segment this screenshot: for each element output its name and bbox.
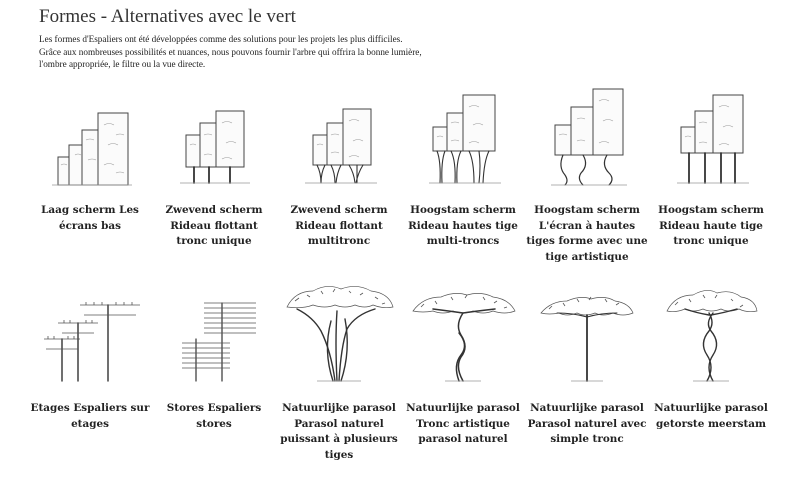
page-title: Formes - Alternatives avec le vert <box>39 6 296 27</box>
natural-parasol-single-trunk-icon <box>525 283 649 393</box>
form-card-high-stem-single[interactable] <box>649 85 773 255</box>
form-card-parasol-artistic[interactable] <box>401 283 525 443</box>
high-stem-screen-single-trunk-icon <box>649 85 773 195</box>
card-caption-line: tronc unique <box>673 235 749 247</box>
espalier-stores-icon <box>152 283 276 393</box>
card-caption-line: écrans bas <box>58 219 121 232</box>
card-caption-line: tige artistique <box>545 250 629 263</box>
card-caption-line: stores <box>196 417 232 430</box>
card-caption-line: tronc unique <box>176 235 252 247</box>
card-caption-line: parasol naturel <box>418 433 508 445</box>
intro-line: Grâce aux nombreuses possibilités et nuances, nous pouvons fournir l'arbre qui offrira la bonne lumière, <box>39 46 422 57</box>
card-caption-line: Natuurlijke parasol <box>406 402 520 414</box>
espalier-tiers-icon <box>28 283 152 393</box>
card-caption-line: Tronc artistique <box>416 417 510 430</box>
form-card-espalier-tiers[interactable] <box>28 283 152 443</box>
card-caption-line: Natuurlijke parasol <box>654 402 768 414</box>
form-card-floating-multi[interactable] <box>277 95 401 245</box>
form-card-parasol-multi-stem[interactable] <box>277 283 401 463</box>
card-caption-line: simple tronc <box>550 433 624 445</box>
card-caption-line: Rideau flottant <box>170 219 258 232</box>
card-caption-line: tiges <box>324 448 354 461</box>
card-caption-line: etages <box>71 417 109 430</box>
form-card-low-screen[interactable] <box>28 95 152 245</box>
card-caption-line: Natuurlijke parasol <box>530 402 644 414</box>
card-caption-line: multi-troncs <box>426 235 500 247</box>
card-caption-line: Stores Espaliers <box>166 402 262 414</box>
card-caption-line: Zwevend scherm <box>290 204 388 216</box>
card-caption-line: Rideau haute tige <box>659 219 763 232</box>
high-stem-screen-multi-trunk-icon <box>401 85 525 195</box>
low-screen-hedge-icon <box>28 95 152 195</box>
card-caption-line: Natuurlijke parasol <box>282 402 396 414</box>
card-caption-line: Parasol naturel <box>294 417 384 430</box>
form-card-parasol-single[interactable] <box>525 283 649 443</box>
form-card-high-stem-multi[interactable] <box>401 85 525 255</box>
card-caption-line: Hoogstam scherm <box>410 204 516 216</box>
natural-parasol-multi-stem-icon <box>277 283 401 393</box>
card-caption-line: tiges forme avec une <box>526 235 648 247</box>
floating-screen-multi-trunk-icon <box>277 95 401 195</box>
card-caption-line: Etages Espaliers sur <box>30 402 150 414</box>
natural-parasol-artistic-icon <box>401 283 525 393</box>
form-card-high-stem-artistic[interactable] <box>525 85 649 265</box>
card-caption-line: Laag scherm Les <box>41 204 139 216</box>
card-caption-line: Rideau hautes tige <box>408 219 518 232</box>
card-caption-line: Parasol naturel avec <box>527 417 647 430</box>
twisted-parasol-icon <box>649 283 773 393</box>
card-caption-line: L'écran à hautes <box>538 219 636 232</box>
intro-line: Les formes d'Espaliers ont été développées comme des solutions pour les projets les plus difficiles. <box>39 34 403 44</box>
card-caption-line: getorste meerstam <box>655 417 767 430</box>
card-caption-line: puissant à plusieurs <box>280 433 398 445</box>
card-caption-line: Hoogstam scherm <box>534 204 640 216</box>
intro-text <box>39 33 457 71</box>
floating-screen-single-trunk-icon <box>152 95 276 195</box>
card-caption-line: Hoogstam scherm <box>658 204 764 216</box>
card-caption-line: multitronc <box>307 235 371 247</box>
form-card-espalier-stores[interactable] <box>152 283 276 443</box>
form-card-parasol-twisted[interactable] <box>649 283 773 443</box>
high-stem-screen-artistic-icon <box>525 85 649 195</box>
card-caption-line: Rideau flottant <box>295 219 383 232</box>
card-caption-line: Zwevend scherm <box>165 204 263 216</box>
form-card-floating-single[interactable] <box>152 95 276 245</box>
intro-line: l'ombre appropriée, le filtre ou la vue directe. <box>39 59 206 69</box>
